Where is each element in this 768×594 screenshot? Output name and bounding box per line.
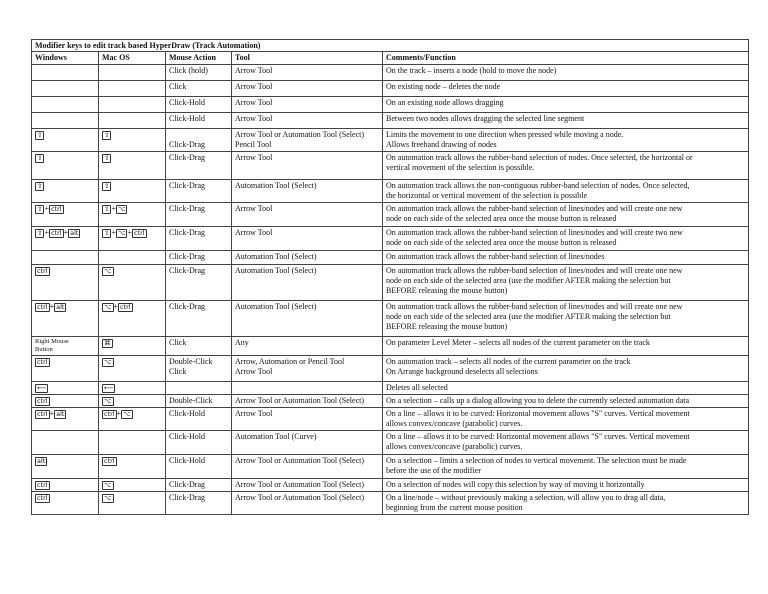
table-row (32, 431, 749, 455)
modifier-key-icon: ⌥ (104, 396, 112, 405)
mouse-action-cell (166, 337, 232, 356)
mouse-action-cell-line: Double-Click (169, 357, 213, 366)
tool-cell (232, 203, 383, 227)
tool-cell (232, 251, 383, 265)
comment-cell-line: On a selection – limits a selection of nodes to vertical movement. The selection must be made (386, 456, 687, 465)
tool-cell (232, 455, 383, 479)
win-keys-cell (32, 395, 99, 408)
mouse-action-cell (166, 97, 232, 113)
mouse-action-cell (166, 203, 232, 227)
table-body (32, 65, 749, 515)
modifier-key-icon: ⇧ (37, 181, 43, 190)
win-keys-cell (32, 431, 99, 455)
comment-cell-line: On an existing node allows dragging (386, 98, 504, 107)
modifier-key-icon: ctrl (37, 396, 48, 405)
modifier-key-icon: alt (37, 456, 46, 465)
modifier-key-icon: ctrl (50, 204, 62, 213)
header-row (32, 52, 749, 65)
mouse-action-cell (166, 356, 232, 382)
mac-keys-cell (99, 65, 166, 81)
comment-cell (383, 356, 749, 382)
mac-keys-cell (99, 408, 166, 431)
tool-cell (232, 356, 383, 382)
tool-cell-line: Automation Tool (Select) (235, 181, 317, 190)
mouse-action-cell (166, 431, 232, 455)
comment-cell-line: On existing node – deletes the node (386, 82, 501, 91)
key-text: Button (35, 346, 53, 353)
modifier-key-icon: ⟵ (104, 383, 114, 392)
modifier-key-icon: ⌥ (104, 302, 112, 311)
mouse-action-cell-line: Click-Drag (169, 302, 205, 311)
tool-cell-line: Any (235, 338, 249, 347)
comment-cell (383, 152, 749, 180)
mouse-action-cell-line: Click-Drag (169, 228, 205, 237)
win-keys-cell (32, 492, 99, 515)
tool-cell-line: Arrow Tool or Automation Tool (Select) (235, 493, 365, 502)
table-title: Modifier keys to edit track based HyperDraw (Track Automation) (32, 40, 749, 52)
comment-cell-line: Between two nodes allows dragging the selected line segment (386, 114, 585, 123)
modifier-key-icon: ⟵ (37, 383, 47, 392)
modifier-key-icon: ⇧ (37, 204, 43, 213)
table-row (32, 81, 749, 97)
comment-cell-line: On automation track allows the rubber-band selection of lines/nodes and will create one new (386, 302, 683, 311)
tool-cell-line: Arrow Tool (235, 114, 273, 123)
tool-cell-line: Arrow Tool (235, 367, 273, 376)
tool-cell-line: Automation Tool (Select) (235, 266, 317, 275)
tool-cell-line: Arrow Tool (235, 66, 273, 75)
comment-cell-line: BEFORE releasing the mouse button) (386, 322, 508, 331)
comment-cell (383, 180, 749, 203)
key-plus: + (44, 204, 49, 213)
comment-cell-line: vertical movement of the selection is possible. (386, 163, 535, 172)
tool-cell-line: Automation Tool (Curve) (235, 432, 317, 441)
modifier-key-icon: ⌘ (104, 338, 111, 347)
win-keys-cell (32, 81, 99, 97)
comment-cell-line: On automation track allows the non-contiguous rubber-band selection of nodes. Once selected, (386, 181, 690, 190)
modifier-key-icon: ctrl (37, 493, 48, 502)
tool-cell (232, 180, 383, 203)
table-row (32, 65, 749, 81)
win-keys-cell (32, 152, 99, 180)
table-row (32, 265, 749, 301)
mouse-action-cell (166, 395, 232, 408)
table-row (32, 152, 749, 180)
mac-keys-cell (99, 251, 166, 265)
comment-cell-line: allows convex/concave (parabolic) curves. (386, 419, 523, 428)
modifier-key-icon: alt (56, 409, 65, 418)
mac-keys-cell (99, 203, 166, 227)
win-keys-cell (32, 129, 99, 152)
modifier-key-icon: ⇧ (104, 181, 110, 190)
comment-cell-line: the horizontal or vertical movement of the selection is possible (386, 191, 588, 200)
comment-cell (383, 203, 749, 227)
table-row (32, 455, 749, 479)
tool-cell (232, 337, 383, 356)
mouse-action-cell-line: Click-Hold (169, 114, 205, 123)
modifier-key-icon: ⌥ (104, 493, 112, 502)
comment-cell-line: On a selection of nodes will copy this selection by way of moving it horizontally (386, 480, 645, 489)
tool-cell-line: Arrow Tool or Automation Tool (Select) (235, 456, 365, 465)
comment-cell-line: On automation track allows the rubber-band selection of nodes. Once selected, the horizontal or (386, 153, 693, 162)
mouse-action-cell-line: Click-Hold (169, 456, 205, 465)
mac-keys-cell (99, 301, 166, 337)
tool-cell (232, 301, 383, 337)
title-row (32, 40, 749, 52)
tool-cell (232, 129, 383, 152)
comment-cell (383, 492, 749, 515)
tool-cell-line: Arrow Tool (235, 98, 273, 107)
mouse-action-cell-line: Click (169, 82, 187, 91)
tool-cell (232, 65, 383, 81)
comment-cell-line: node on each side of the selected area once the mouse button is released (386, 214, 617, 223)
tool-cell-line: Arrow Tool (235, 228, 273, 237)
tool-cell (232, 408, 383, 431)
mouse-action-cell (166, 301, 232, 337)
modifier-key-icon: ctrl (133, 228, 145, 237)
comment-cell (383, 97, 749, 113)
mouse-action-cell-line: Click-Drag (169, 181, 205, 190)
modifier-key-icon: ⌥ (117, 228, 126, 237)
modifier-key-icon: ⌥ (117, 204, 126, 213)
table-row (32, 337, 749, 356)
tool-cell-line: Arrow Tool (235, 409, 273, 418)
mac-keys-cell (99, 113, 166, 129)
modifier-key-icon: ⇧ (104, 228, 110, 237)
comment-cell-line: Limits the movement to one direction when pressed while moving a node. (386, 130, 624, 139)
comment-cell-line: On a line – allows it to be curved: Horizontal movement allows "S" curves. Vertical movement (386, 432, 690, 441)
tool-cell-line: Arrow Tool or Automation Tool (Select) (235, 480, 365, 489)
table-row (32, 251, 749, 265)
win-keys-cell (32, 265, 99, 301)
comment-cell-line: beginning from the current mouse position (386, 503, 523, 512)
table-row (32, 129, 749, 152)
comment-cell-line: Allows freehand drawing of nodes (386, 140, 497, 149)
mouse-action-cell (166, 492, 232, 515)
table-row (32, 203, 749, 227)
tool-cell (232, 479, 383, 492)
comment-cell-line: On a selection – calls up a dialog allowing you to delete the currently selected automation data (386, 396, 690, 405)
modifier-key-icon: ctrl (37, 357, 48, 366)
mouse-action-cell-line: Click-Drag (169, 266, 205, 275)
column-header-macos: Mac OS (99, 52, 166, 65)
mac-keys-cell (99, 337, 166, 356)
tool-cell (232, 152, 383, 180)
mac-keys-cell (99, 395, 166, 408)
win-keys-cell (32, 180, 99, 203)
comment-cell-line: On automation track allows the rubber-band selection of lines/nodes and will create one new (386, 204, 683, 213)
mouse-action-cell-line: Click (hold) (169, 66, 208, 75)
mouse-action-cell-line: Click-Drag (169, 493, 205, 502)
win-keys-cell (32, 479, 99, 492)
table-row (32, 382, 749, 395)
table-row (32, 356, 749, 382)
win-keys-cell (32, 408, 99, 431)
comment-cell (383, 382, 749, 395)
column-header-tool: Tool (232, 52, 383, 65)
table-row (32, 492, 749, 515)
key-plus: + (63, 228, 69, 237)
modifier-key-icon: ctrl (104, 409, 115, 418)
modifier-key-icon: ⌥ (104, 480, 112, 489)
mouse-action-cell-line: Click-Drag (169, 204, 205, 213)
tool-cell-line: Automation Tool (Select) (235, 252, 317, 261)
comment-cell-line: On parameter Level Meter – selects all nodes of the current parameter on the track (386, 338, 650, 347)
mouse-action-cell (166, 180, 232, 203)
modifier-key-icon: ctrl (104, 456, 115, 465)
key-plus: + (44, 228, 49, 237)
comment-cell-line: node on each side of the selected area (use the modifier AFTER making the selection but (386, 276, 671, 285)
comment-cell (383, 431, 749, 455)
comment-cell (383, 129, 749, 152)
tool-cell (232, 81, 383, 97)
win-keys-cell (32, 65, 99, 81)
comment-cell (383, 301, 749, 337)
mouse-action-cell-line: Click (169, 338, 187, 347)
comment-cell-line: On automation track allows the rubber-band selection of lines/nodes (386, 252, 605, 261)
modifier-key-icon: ⇧ (37, 153, 43, 162)
modifier-key-icon: ctrl (37, 409, 48, 418)
modifier-key-icon: ctrl (37, 266, 48, 275)
mac-keys-cell (99, 180, 166, 203)
comment-cell-line: On automation track allows the rubber-band selection of lines/nodes and will create one new (386, 266, 683, 275)
mouse-action-cell (166, 129, 232, 152)
tool-cell-line: Arrow Tool (235, 204, 273, 213)
comment-cell-line: allows convex/concave (parabolic) curves. (386, 442, 523, 451)
modifier-key-icon: ⇧ (104, 153, 110, 162)
tool-cell (232, 382, 383, 395)
mac-keys-cell (99, 431, 166, 455)
comment-cell (383, 395, 749, 408)
mac-keys-cell (99, 455, 166, 479)
modifier-key-icon: ⌥ (123, 409, 131, 418)
win-keys-cell (32, 227, 99, 251)
modifier-key-icon: ⌥ (104, 266, 112, 275)
mac-keys-cell (99, 227, 166, 251)
mouse-action-cell-line: Double-Click (169, 396, 213, 405)
comment-cell (383, 113, 749, 129)
modifier-key-icon: ⇧ (104, 204, 110, 213)
comment-cell-line: node on each side of the selected area once the mouse button is released (386, 238, 617, 247)
mouse-action-cell (166, 113, 232, 129)
mouse-action-cell (166, 265, 232, 301)
table-row (32, 408, 749, 431)
modifier-key-icon: alt (56, 302, 65, 311)
mac-keys-cell (99, 382, 166, 395)
tool-cell (232, 265, 383, 301)
mac-keys-cell (99, 97, 166, 113)
table-row (32, 180, 749, 203)
table-row (32, 395, 749, 408)
mac-keys-cell (99, 492, 166, 515)
modifier-key-icon: alt (70, 228, 79, 237)
modifier-key-icon: ctrl (37, 302, 48, 311)
mac-keys-cell (99, 152, 166, 180)
modifier-key-icon: ⇧ (37, 130, 43, 139)
comment-cell-line: node on each side of the selected area (use the modifier AFTER making the selection but (386, 312, 671, 321)
win-keys-cell (32, 113, 99, 129)
table-row (32, 227, 749, 251)
comment-cell (383, 81, 749, 97)
win-keys-cell (32, 251, 99, 265)
modifier-key-icon: ctrl (50, 228, 62, 237)
comment-cell-line: On automation track allows the rubber-band selection of lines/nodes and will create two new (386, 228, 683, 237)
comment-cell (383, 455, 749, 479)
modifier-key-icon: ctrl (120, 302, 131, 311)
mac-keys-cell (99, 356, 166, 382)
key-plus: + (49, 409, 55, 418)
key-plus: + (116, 409, 122, 418)
tool-cell (232, 97, 383, 113)
comment-cell (383, 479, 749, 492)
mouse-action-cell (166, 408, 232, 431)
mouse-action-cell (166, 479, 232, 492)
mac-keys-cell (99, 81, 166, 97)
comment-cell-line: On the track – inserts a node (hold to move the node) (386, 66, 557, 75)
tool-cell-line: Arrow Tool or Automation Tool (Select) (235, 130, 365, 139)
comment-cell (383, 337, 749, 356)
win-keys-cell (32, 97, 99, 113)
tool-cell-line: Automation Tool (Select) (235, 302, 317, 311)
mouse-action-cell (166, 455, 232, 479)
mouse-action-cell (166, 65, 232, 81)
key-plus: + (111, 228, 116, 237)
comment-cell-line: BEFORE releasing the mouse button) (386, 286, 508, 295)
table-row (32, 301, 749, 337)
tool-cell-line: Arrow Tool or Automation Tool (Select) (235, 396, 365, 405)
win-keys-cell (32, 356, 99, 382)
key-plus: + (111, 204, 116, 213)
mouse-action-cell-line: Click-Hold (169, 432, 205, 441)
mouse-action-cell-line: Click-Hold (169, 409, 205, 418)
tool-cell-line: Arrow, Automation or Pencil Tool (235, 357, 345, 366)
table-row (32, 97, 749, 113)
comment-cell-line: before the use of the modifier (386, 466, 481, 475)
tool-cell-line: Pencil Tool (235, 140, 272, 149)
tool-cell (232, 227, 383, 251)
mouse-action-cell (166, 251, 232, 265)
key-plus: + (49, 302, 55, 311)
mouse-action-cell (166, 152, 232, 180)
comment-cell-line: Deletes all selected (386, 383, 448, 392)
table-row (32, 113, 749, 129)
comment-cell (383, 408, 749, 431)
tool-cell (232, 395, 383, 408)
key-text: Right Mouse (35, 338, 69, 345)
modifier-key-icon: ⇧ (104, 130, 110, 139)
mouse-action-cell (166, 227, 232, 251)
tool-cell (232, 431, 383, 455)
key-plus: + (127, 228, 132, 237)
key-plus: + (113, 302, 119, 311)
win-keys-cell (32, 337, 99, 356)
comment-cell-line: On Arrange background deselects all selections (386, 367, 538, 376)
comment-cell (383, 227, 749, 251)
modifier-key-icon: ctrl (37, 480, 48, 489)
mouse-action-cell-line: Click (169, 367, 187, 376)
mouse-action-cell (166, 382, 232, 395)
mouse-action-cell-line: Click-Drag (169, 140, 205, 149)
win-keys-cell (32, 382, 99, 395)
comment-cell-line: On automation track – selects all nodes of the current parameter on the track (386, 357, 631, 366)
tool-cell-line: Arrow Tool (235, 153, 273, 162)
mouse-action-cell-line: Click-Hold (169, 98, 205, 107)
tool-cell (232, 492, 383, 515)
comment-cell-line: On a line – allows it to be curved: Horizontal movement allows "S" curves. Vertical movement (386, 409, 690, 418)
comment-cell (383, 65, 749, 81)
modifier-key-icon: ⌥ (104, 357, 112, 366)
column-header-mouse-action: Mouse Action (166, 52, 232, 65)
mac-keys-cell (99, 129, 166, 152)
win-keys-cell (32, 301, 99, 337)
comment-cell (383, 251, 749, 265)
mouse-action-cell-line: Click-Drag (169, 480, 205, 489)
mac-keys-cell (99, 479, 166, 492)
mouse-action-cell-line: Click-Drag (169, 252, 205, 261)
column-header-windows: Windows (32, 52, 99, 65)
mouse-action-cell (166, 81, 232, 97)
modifier-keys-table (31, 39, 749, 515)
comment-cell (383, 265, 749, 301)
modifier-key-icon: ⇧ (37, 228, 43, 237)
mac-keys-cell (99, 265, 166, 301)
comment-cell-line: On a line/node – without previously making a selection, will allow you to drag all data, (386, 493, 666, 502)
table-row (32, 479, 749, 492)
column-header-comments: Comments/Function (383, 52, 749, 65)
win-keys-cell (32, 455, 99, 479)
tool-cell (232, 113, 383, 129)
mouse-action-cell-line (169, 130, 228, 140)
modifier-keys-sheet (31, 39, 748, 515)
mouse-action-cell-line: Click-Drag (169, 153, 205, 162)
tool-cell-line: Arrow Tool (235, 82, 273, 91)
win-keys-cell (32, 203, 99, 227)
